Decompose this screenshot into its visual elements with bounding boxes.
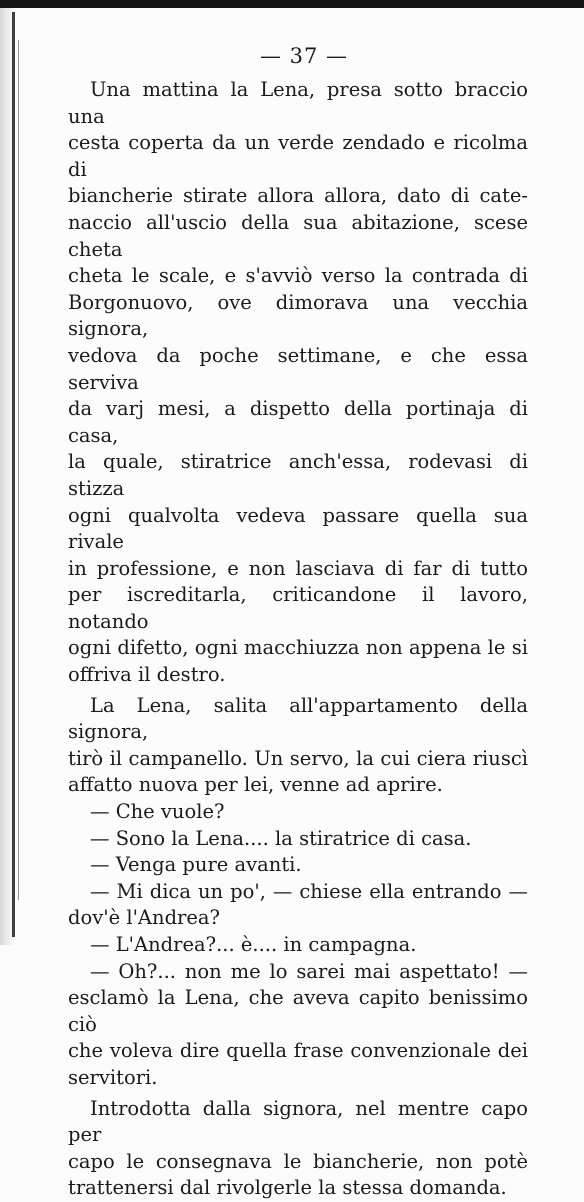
dialogue-line: servitori. bbox=[68, 1065, 158, 1089]
text-line: naccio all'uscio della sua abitazione, scese cheta bbox=[68, 210, 528, 261]
text-line: cheta le scale, e s'avviò verso la contrada di bbox=[68, 264, 528, 288]
text-line: capo le consegnava le biancherie, non potè bbox=[68, 1149, 528, 1173]
text-line: ogni difetto, ogni macchiuzza non appena le si bbox=[68, 636, 528, 660]
text-line: trattenersi dal rivolgerle la stessa domanda. bbox=[68, 1176, 507, 1200]
text-line: vedova da poche settimane, e che essa serviva bbox=[68, 343, 528, 394]
dialogue-line: — Oh?... non me lo sarei mai aspettato! — bbox=[90, 959, 528, 983]
text-line: affatto nuova per lei, venne ad aprire. bbox=[68, 773, 443, 797]
dialogue-line: — L'Andrea?... è.... in campagna. bbox=[90, 933, 417, 956]
page-number: — 37 — bbox=[259, 44, 349, 68]
text-line: per iscreditarla, criticandone il lavoro, notando bbox=[68, 583, 528, 633]
text-line: Introdotta dalla signora, nel mentre capo per bbox=[68, 1096, 528, 1147]
dialogue-line: — Che vuole? bbox=[90, 800, 225, 824]
text-line: ogni qualvolta vedeva passare quella sua rivale bbox=[68, 503, 528, 554]
text-line: la quale, stiratrice anch'essa, rodevasi di stizza bbox=[68, 450, 528, 500]
binding-line-inner bbox=[18, 40, 19, 900]
dialogue-line: esclamò la Lena, che aveva capito benissimo ciò bbox=[68, 986, 528, 1036]
text-line: Borgonuovo, ove dimorava una vecchia signora, bbox=[68, 290, 528, 341]
text-line: offriva il destro. bbox=[68, 663, 226, 687]
text-line: in professione, e non lasciava di far di tutto bbox=[68, 556, 528, 580]
text-line: biancherie stirate allora allora, dato di cate- bbox=[68, 184, 528, 208]
page-top-edge bbox=[0, 0, 584, 8]
dialogue-line: — Venga pure avanti. bbox=[90, 853, 302, 877]
dialogue-line: — Sono la Lena.... la stiratrice di casa. bbox=[90, 826, 472, 850]
text-line: Una mattina la Lena, presa sotto braccio una bbox=[68, 78, 528, 128]
text-line: cesta coperta da un verde zendado e ricolma di bbox=[68, 131, 528, 181]
dialogue-line: che voleva dire quella frase convenzionale dei bbox=[68, 1039, 528, 1063]
dialogue-line: dov'è l'Andrea? bbox=[68, 906, 221, 930]
text-line: La Lena, salita all'appartamento della signora, bbox=[68, 693, 528, 744]
binding-line bbox=[12, 12, 15, 937]
body-text bbox=[68, 77, 528, 1202]
text-line: da varj mesi, a dispetto della portinaja di casa, bbox=[68, 397, 528, 447]
dialogue-line: — Mi dica un po', — chiese ella entrando — bbox=[90, 879, 528, 903]
text-line: tirò il campanello. Un servo, la cui ciera riuscì bbox=[68, 746, 528, 770]
